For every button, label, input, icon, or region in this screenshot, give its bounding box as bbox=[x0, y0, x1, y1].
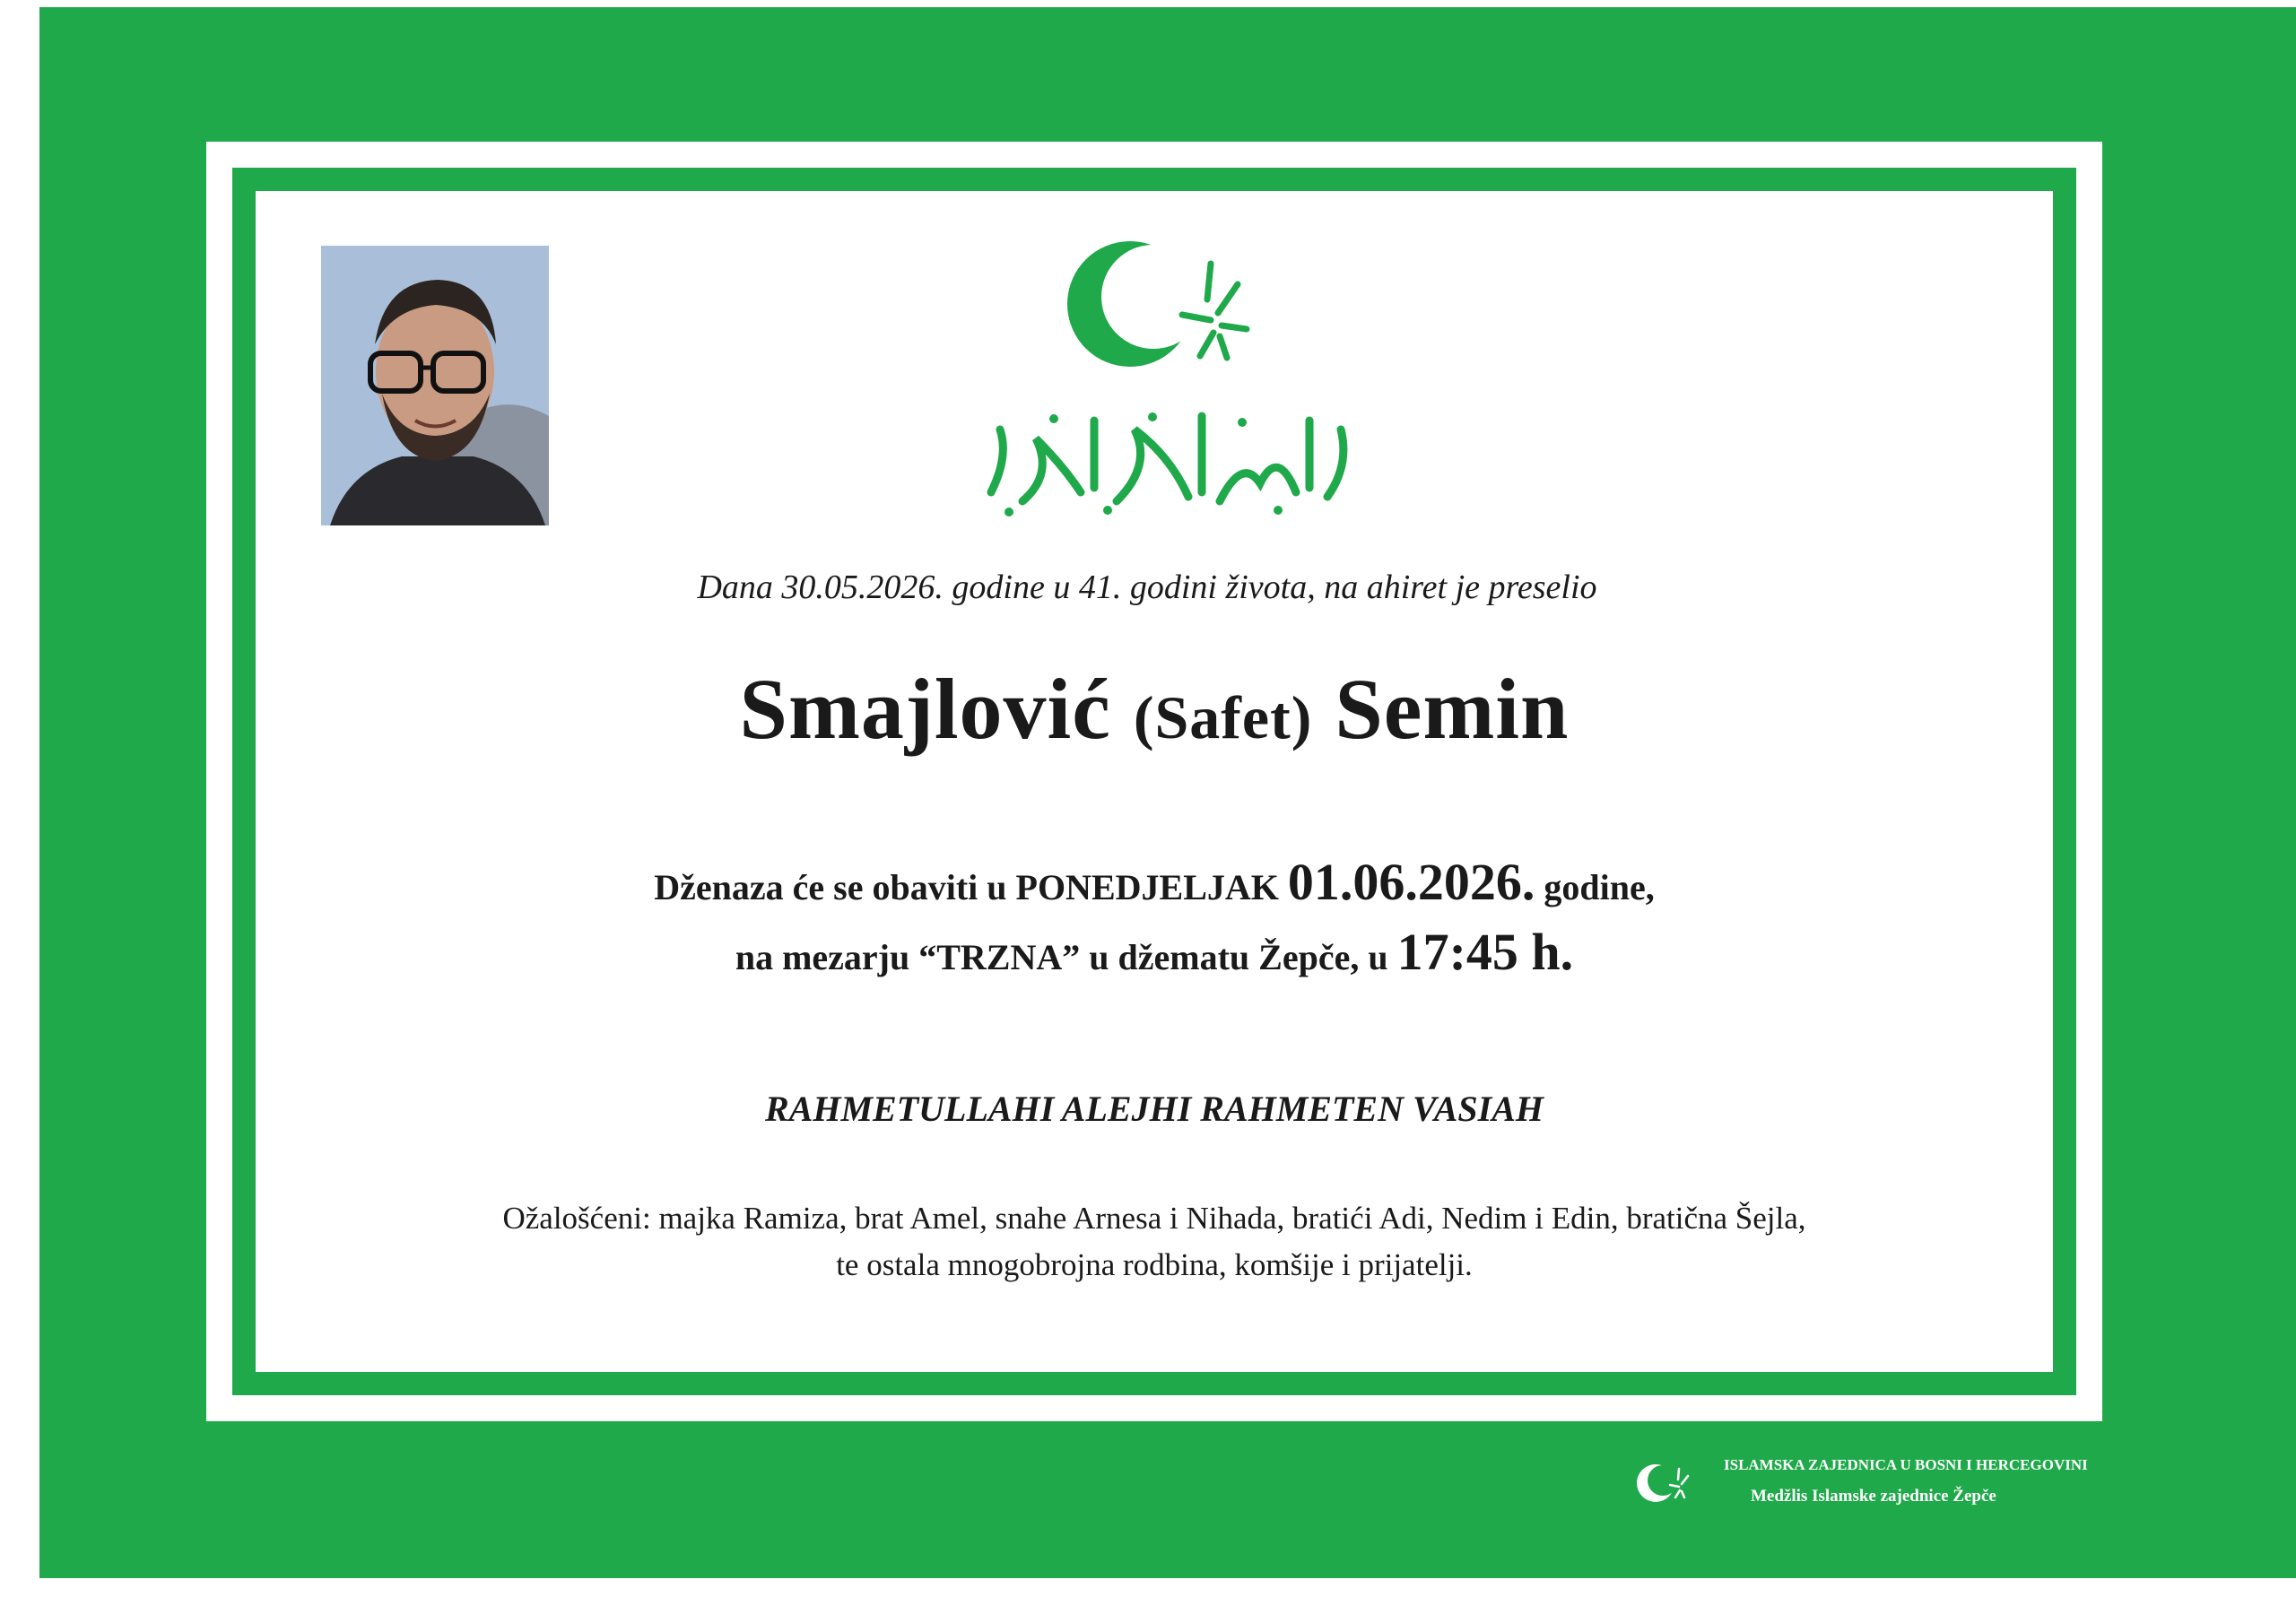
arabic-calligraphy bbox=[973, 403, 1359, 519]
deceased-name bbox=[256, 659, 2053, 759]
mourners bbox=[256, 1195, 2053, 1289]
given-name: Semin bbox=[1335, 661, 1570, 757]
funeral-godine: godine, bbox=[1535, 867, 1655, 907]
funeral-time: 17:45 h. bbox=[1396, 923, 1574, 981]
funeral-line-2 bbox=[256, 920, 2053, 990]
deceased-photo bbox=[321, 246, 549, 525]
surname: Smajlović bbox=[739, 661, 1111, 757]
footer-organization bbox=[1636, 1451, 2138, 1523]
organization-unit: Medžlis Islamske zajednice Žepče bbox=[1751, 1487, 1996, 1506]
father-name: (Safet) bbox=[1133, 683, 1313, 751]
organization-name: ISLAMSKA ZAJEDNICA U BOSNI I HERCEGOVINI bbox=[1724, 1456, 2088, 1473]
mourners-line-1: Ožalošćeni: majka Ramiza, brat Amel, snahe Arnesa i Nihada, bratići Adi, Nedim i Edin, bratična Šejla, bbox=[502, 1201, 1806, 1236]
crescent-and-star-icon bbox=[1636, 1454, 1692, 1508]
death-announcement: Dana 30.05.2026. godine u 41. godini života, na ahiret je preselio bbox=[697, 568, 1597, 606]
notice-panel bbox=[256, 191, 2053, 1372]
prayer-line: RAHMETULLAHI ALEJHI RAHMETEN VASIAH bbox=[765, 1089, 1544, 1129]
funeral-place-text: na mezarju “TRZNA” u džematu Žepče, u bbox=[735, 937, 1397, 977]
funeral-details bbox=[256, 850, 2053, 990]
funeral-day-text: Dženaza će se obaviti u PONEDJELJAK bbox=[654, 867, 1288, 907]
funeral-line-1 bbox=[256, 850, 2053, 920]
mourners-line-2: te ostala mnogobrojna rodbina, komšije i prijatelji. bbox=[836, 1247, 1473, 1282]
funeral-date: 01.06.2026. bbox=[1287, 853, 1535, 911]
crescent-and-star-icon bbox=[1067, 214, 1265, 394]
